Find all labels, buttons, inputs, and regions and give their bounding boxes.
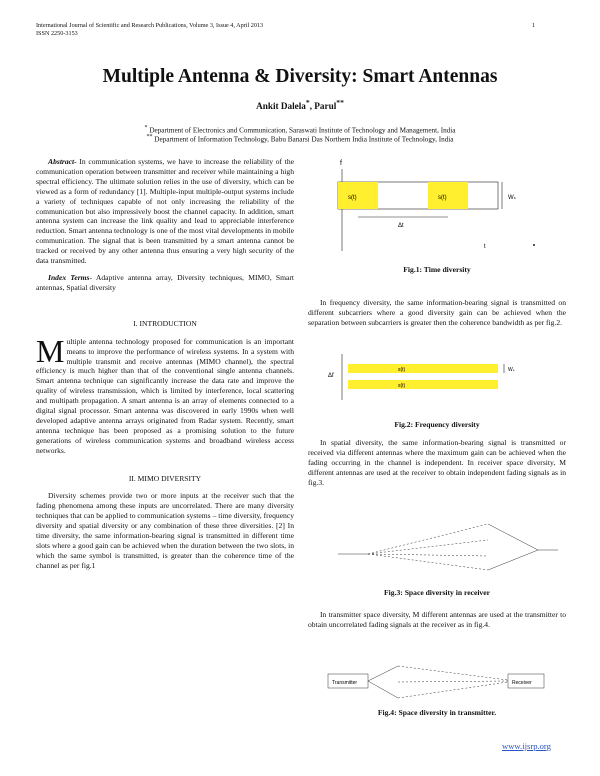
footer-url-link[interactable]: www.ijsrp.org bbox=[502, 741, 551, 751]
fig1-diagram bbox=[308, 155, 566, 265]
fig2-df-label: Δf bbox=[328, 373, 334, 379]
affiliation-1-text: Department of Electronics and Communication, Saraswati Institute of Technology and Management, India bbox=[149, 126, 456, 135]
author-separator: , bbox=[309, 101, 315, 112]
index-terms bbox=[36, 273, 294, 293]
introduction-text bbox=[36, 332, 294, 456]
fig4-branch-2 bbox=[368, 681, 398, 698]
fig2-diagram bbox=[308, 350, 566, 408]
section-heading-introduction: I. INTRODUCTION bbox=[133, 318, 197, 328]
fig3-path-2 bbox=[368, 540, 488, 554]
fig4-transmitter-diversity bbox=[308, 660, 566, 706]
fig1-w-label: Wₛ bbox=[508, 195, 516, 201]
affiliation-1-mark: * bbox=[144, 125, 148, 131]
fig2-s2-label: s(t) bbox=[398, 383, 406, 389]
fig4-tx-label: Transmitter bbox=[332, 680, 358, 686]
spatial-diversity-paragraph: In spatial diversity, the same information-bearing signal is transmitted or received via different antennas where the maximum gain can be achieved when the fading occurring in the channel is independent. In receiver space diversity, M different antennas are used at the receiver to obtain independent fading signals as in fig.3. bbox=[308, 438, 566, 487]
spatial-diversity-text bbox=[308, 438, 566, 488]
fig4-diagram bbox=[308, 660, 566, 706]
fig2-subcarrier-2 bbox=[348, 380, 498, 389]
fig3-combiner-1 bbox=[488, 524, 538, 550]
issn: ISSN 2250-3153 bbox=[36, 30, 78, 37]
author-2-mark: ** bbox=[336, 98, 344, 107]
transmitter-diversity-text bbox=[308, 610, 566, 630]
fig3-path-4 bbox=[368, 554, 488, 570]
fig3-caption: Fig.3: Space diversity in receiver bbox=[384, 588, 490, 597]
fig3-receiver-diversity bbox=[308, 510, 566, 580]
fig3-diagram bbox=[308, 510, 566, 580]
fig3-path-3 bbox=[368, 554, 488, 556]
affiliation-2-mark: ** bbox=[146, 134, 153, 140]
fig1-axis-label: f bbox=[340, 160, 342, 167]
frequency-diversity-text bbox=[308, 298, 566, 328]
fig2-s1-label: s(t) bbox=[398, 367, 406, 373]
author-2: Parul bbox=[314, 101, 337, 112]
left-column bbox=[36, 157, 294, 571]
author-1: Ankit Dalela bbox=[256, 101, 306, 112]
abstract-text: In communication systems, we have to increase the reliability of the communication operation between transmitter and receiver while maintaining a high spectral efficiency. The ultimate solution relies in the use of diversity, which can be viewed as a form of redundancy [1]. Multiple-input multiple-output systems include a variety of techniques capable of not only increasing the reliability of the communication but also impressively boost the channel capacity. In addition, smart antenna system can increase the link quality and lead to appreciable interference reduction. Smart antenna technology is one of the most vital developments in mobile communication. The signal that is been transmitted by a smart antenna cannot be tracked or received by any other antenna thus ensuring a very high security of the data transmitted. bbox=[36, 157, 294, 266]
fig1-slot-1 bbox=[338, 182, 378, 209]
fig2-caption: Fig.2: Frequency diversity bbox=[394, 420, 480, 429]
fig1-dt-label: Δt bbox=[398, 223, 404, 229]
journal-header: International Journal of Scientific and Research Publications, Volume 3, Issue 4, April 2013 bbox=[36, 22, 264, 29]
fig1-slot-2 bbox=[428, 182, 468, 209]
section-heading-mimo: II. MIMO DIVERSITY bbox=[128, 473, 202, 483]
fig1-slot-2-label: s(t) bbox=[438, 195, 447, 201]
author-1-mark: * bbox=[305, 98, 310, 107]
fig1-dot bbox=[533, 244, 535, 246]
affiliation-2 bbox=[0, 133, 600, 144]
mimo-text: Diversity schemes provide two or more inputs at the receiver such that the fading phenomena among these inputs are uncorrelated. There are many diversity techniques that can be applied to communication systems – time diversity, frequency diversity and spatial diversity or any combination of these three diversities. [2] In time diversity, the same information-bearing signal is transmitted in different time slots where a good gain can be achieved when the duration between the two slots, in which the same symbol is transmitted, is greater than the coherence time of the channel as per fig.1 bbox=[36, 491, 294, 570]
page-number: 1 bbox=[532, 22, 536, 29]
index-terms-text: - Adaptive antenna array, Diversity techniques, MIMO, Smart antennas, Spatial diversity bbox=[36, 272, 294, 292]
affiliation-2-text: Department of Information Technology, Babu Banarsi Das Northern India Institute of Technology, India bbox=[154, 135, 454, 144]
fig1-caption: Fig.1: Time diversity bbox=[403, 265, 471, 274]
abstract bbox=[36, 157, 294, 266]
fig4-path-2 bbox=[398, 682, 508, 698]
fig2-frequency-diversity bbox=[308, 350, 566, 410]
authors bbox=[0, 98, 600, 111]
frequency-diversity-paragraph: In frequency diversity, the same information-bearing signal is transmitted on different subcarriers where a good diversity gain can be achieved when the separation between subcarriers is greater then the coherence bandwidth as per fig.2. bbox=[308, 298, 566, 327]
fig2-subcarrier-1 bbox=[348, 364, 498, 373]
fig4-branch-1 bbox=[368, 666, 398, 681]
fig3-path-1 bbox=[368, 524, 488, 554]
fig4-path-3 bbox=[398, 681, 508, 682]
fig4-path-1 bbox=[398, 666, 508, 680]
fig4-caption: Fig.4: Space diversity in transmitter. bbox=[377, 708, 497, 717]
introduction-body: ultiple antenna technology proposed for communication is an important means to improve the performance of wireless systems. In a system with multiple transmit and receive antennas (MIMO channel), the spectral efficiency is much higher than that of the conventional single antenna channels. Smart antenna technique can significantly increase the data rate and improve the quality of wireless transmission, which is limited by interference, local scattering and multipath propagation. A smart antenna is an array of elements connected to a digital signal processor. Smart antenna was discovered in early 1990s when well developed adaptive antenna arrays originated from Radar system. Recently, smart antenna technique has been proposed as a promising solution to the future generations of wireless communication systems and broadband wireless access networks. bbox=[36, 336, 294, 455]
drop-cap: M bbox=[36, 332, 65, 369]
fig1-slot-1-label: s(t) bbox=[348, 195, 357, 201]
abstract-label: Abstract- bbox=[48, 157, 77, 166]
transmitter-diversity-paragraph: In transmitter space diversity, M different antennas are used at the transmitter to obtain uncorrelated fading signals at the receiver as in fig.4. bbox=[308, 610, 566, 629]
fig4-rx-label: Receiver bbox=[512, 680, 532, 686]
fig1-time-diversity bbox=[308, 155, 566, 275]
index-terms-label: Index Terms bbox=[48, 272, 90, 282]
fig3-combiner-2 bbox=[488, 550, 538, 570]
fig1-t-label: t bbox=[484, 244, 486, 250]
paper-title: Multiple Antenna & Diversity: Smart Antennas bbox=[102, 66, 498, 87]
fig2-w-label: Wₛ bbox=[508, 367, 515, 373]
